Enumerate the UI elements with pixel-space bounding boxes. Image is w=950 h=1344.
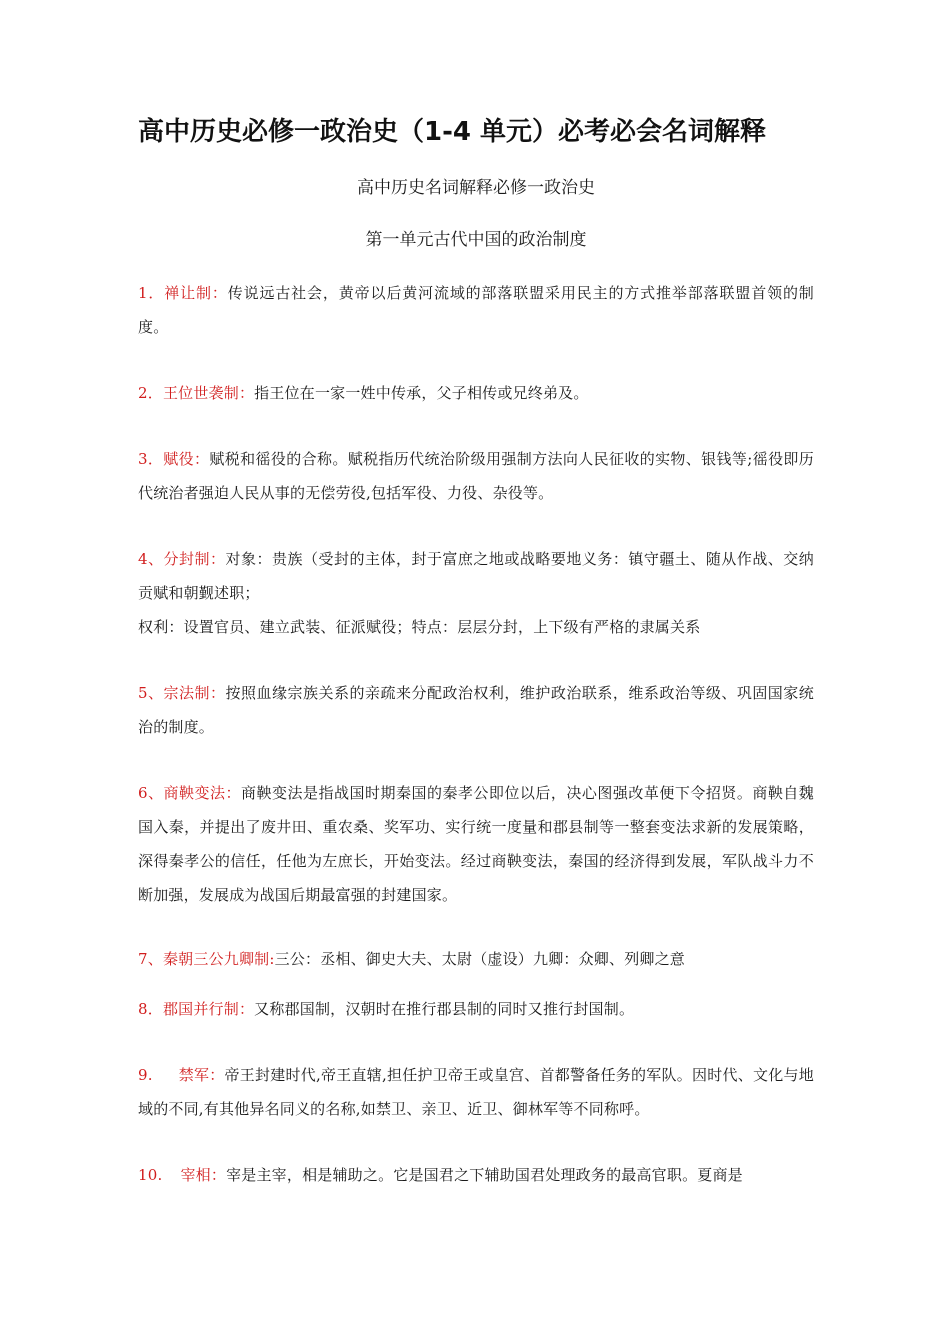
entry-definition-continued: 权利：设置官员、建立武装、征派赋役；特点：层层分封，上下级有严格的隶属关系 [138, 618, 701, 636]
entry-definition: 又称郡国制，汉朝时在推行郡县制的同时又推行封国制。 [254, 1000, 635, 1018]
entry-term: 8．郡国并行制： [138, 1000, 255, 1018]
unit-heading: 第一单元古代中国的政治制度 [365, 230, 587, 250]
entry-definition: 指王位在一家一姓中传承，父子相传或兄终弟及。 [254, 384, 589, 402]
glossary-entry [138, 1058, 814, 1126]
glossary-entry [138, 992, 814, 1026]
entry-term: 1．禅让制： [138, 284, 228, 302]
entry-definition: 宰是主宰，相是辅助之。它是国君之下辅助国君处理政务的最高官职。夏商是 [226, 1166, 743, 1184]
entry-definition: 对象：贵族（受封的主体，封于富庶之地或战略要地义务：镇守疆土、随从作战、交纳贡赋和朝觐述职； [138, 550, 814, 602]
entry-definition: 传说远古社会，黄帝以后黄河流域的部落联盟采用民主的方式推举部落联盟首领的制度。 [138, 284, 815, 336]
glossary-entry [138, 376, 814, 410]
glossary-entry [138, 776, 814, 912]
glossary-entry [138, 942, 814, 976]
entry-definition: 商鞅变法是指战国时期秦国的秦孝公即位以后，决心图强改革便下令招贤。商鞅自魏国入秦，并提出了废井田、重农桑、奖军功、实行统一度量和郡县制等一整套变法求新的发展策略，深得秦孝公的信任，任他为左庶长，开始变法。经过商鞅变法，秦国的经济得到发展，军队战斗力不断加强，发展成为战国后期最富强的封建国家。 [138, 784, 815, 904]
entry-definition: 三公：丞相、御史大夫、太尉（虚设）九卿：众卿、列卿之意 [274, 950, 686, 968]
entry-term: 6、商鞅变法： [138, 784, 242, 802]
glossary-entry [138, 676, 814, 744]
entry-number: 9. [138, 1066, 153, 1084]
entry-term: 禁军： [178, 1066, 225, 1084]
entry-term: 宰相： [180, 1166, 227, 1184]
entry-definition: 帝王封建时代,帝王直辖,担任护卫帝王或皇宫、首都警备任务的军队。因时代、文化与地域的不同,有其他异名同义的名称,如禁卫、亲卫、近卫、御林军等不同称呼。 [138, 1066, 814, 1118]
document-subtitle: 高中历史名词解释必修一政治史 [357, 178, 595, 198]
entry-term: 5、宗法制： [138, 684, 226, 702]
entry-term: 2．王位世袭制： [138, 384, 255, 402]
document-title: 高中历史必修一政治史（1-4 单元）必考必会名词解释 [138, 117, 767, 147]
glossary-entry [138, 542, 814, 644]
document-page [138, 112, 814, 1192]
entry-definition: 赋税和徭役的合称。赋税指历代统治阶级用强制方法向人民征收的实物、银钱等;徭役即历代统治者强迫人民从事的无偿劳役,包括军役、力役、杂役等。 [138, 450, 814, 502]
entry-definition: 按照血缘宗族关系的亲疏来分配政治权利，维护政治联系，维系政治等级、巩固国家统治的制度。 [138, 684, 814, 736]
glossary-entry [138, 442, 814, 510]
entry-term: 4、分封制： [138, 550, 226, 568]
glossary-list [138, 276, 814, 1192]
entry-term: 3．赋役： [138, 450, 210, 468]
glossary-entry [138, 1158, 814, 1192]
glossary-entry [138, 276, 814, 344]
entry-term: 7、秦朝三公九卿制: [138, 950, 275, 968]
entry-number: 10. [138, 1166, 163, 1184]
